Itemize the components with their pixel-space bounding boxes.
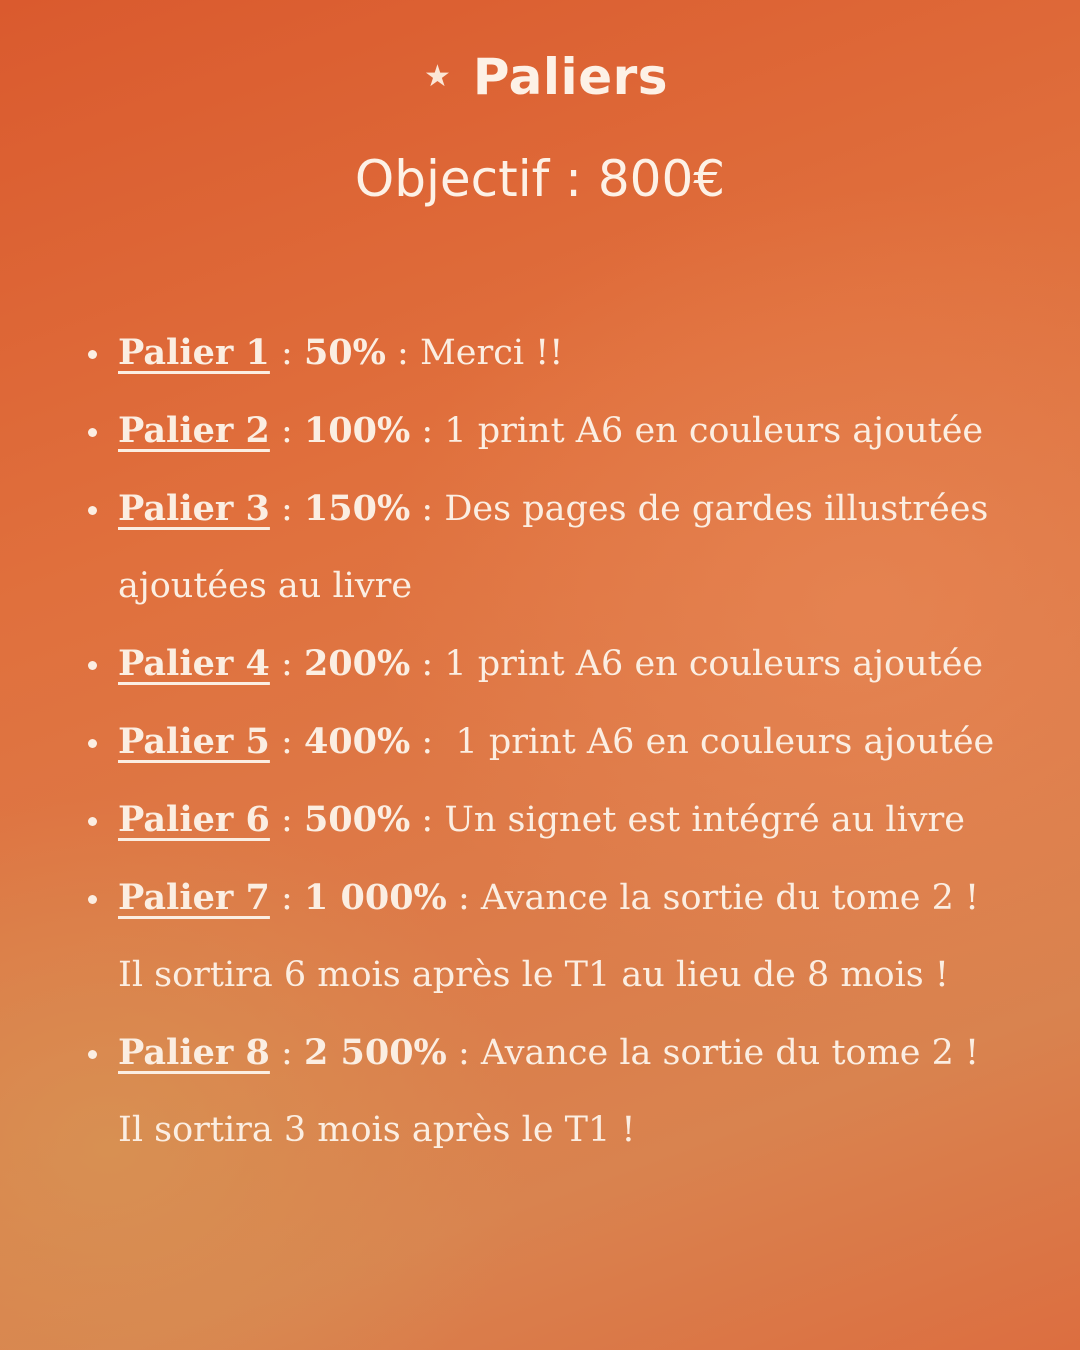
tier-reward-continuation: ajoutées au livre (118, 566, 413, 606)
tier-percent: 2 500% (303, 1032, 447, 1073)
tier-separator: : (269, 800, 304, 840)
tier-separator: : (269, 644, 304, 684)
tier-separator: : (269, 722, 304, 762)
tier-reward: Avance la sortie du tome 2 ! (480, 1033, 980, 1073)
tier-item-2 (84, 392, 1054, 470)
tier-reward: 1 print A6 en couleurs ajoutée (444, 411, 984, 451)
tier-item-3 (84, 470, 1054, 625)
tier-separator: : (269, 878, 304, 918)
tier-separator: : (410, 489, 445, 529)
tier-label: Palier 6 (118, 799, 270, 840)
tier-label: Palier 7 (118, 877, 270, 918)
tier-percent: 50% (303, 332, 386, 373)
tier-separator: : (410, 800, 445, 840)
tier-item-7 (84, 859, 1054, 1014)
tier-separator: : (446, 878, 481, 918)
tier-reward-continuation: Il sortira 6 mois après le T1 au lieu de 8 mois ! (118, 955, 949, 995)
tier-separator: : (269, 489, 304, 529)
tier-item-6 (84, 781, 1054, 859)
tier-reward: 1 print A6 en couleurs ajoutée (444, 644, 984, 684)
star-icon: ★ (423, 59, 451, 94)
tier-percent: 150% (303, 488, 411, 529)
tier-label: Palier 3 (118, 488, 270, 529)
tier-separator: : (269, 333, 304, 373)
tier-reward: Merci !! (419, 333, 564, 373)
tier-reward: Un signet est intégré au livre (444, 800, 965, 840)
tier-separator: : (410, 722, 456, 762)
tier-list (84, 314, 1054, 1169)
tier-item-4 (84, 625, 1054, 703)
tier-separator: : (446, 1033, 481, 1073)
tier-separator: : (410, 644, 445, 684)
tier-label: Palier 8 (118, 1032, 270, 1073)
tier-label: Palier 2 (118, 410, 270, 451)
page-title: Paliers (472, 48, 669, 106)
title-row (424, 48, 668, 106)
tier-percent: 1 000% (303, 877, 447, 918)
tier-reward: 1 print A6 en couleurs ajoutée (455, 722, 995, 762)
tier-reward-continuation: Il sortira 3 mois après le T1 ! (118, 1110, 636, 1150)
tier-separator: : (410, 411, 445, 451)
tier-item-5 (84, 703, 1054, 781)
tier-separator: : (269, 411, 304, 451)
tier-percent: 200% (303, 643, 411, 684)
tier-label: Palier 4 (118, 643, 270, 684)
tier-label: Palier 5 (118, 721, 270, 762)
tier-reward: Avance la sortie du tome 2 ! (480, 878, 980, 918)
heading (0, 48, 1080, 106)
tier-percent: 400% (303, 721, 411, 762)
tier-separator: : (385, 333, 420, 373)
tier-reward: Des pages de gardes illustrées (444, 489, 989, 529)
tier-label: Palier 1 (118, 332, 270, 373)
tier-percent: 100% (303, 410, 411, 451)
tier-percent: 500% (303, 799, 411, 840)
tier-item-1 (84, 314, 1054, 392)
tier-separator: : (269, 1033, 304, 1073)
tier-item-8 (84, 1014, 1054, 1169)
goal-text: Objectif : 800€ (354, 150, 726, 208)
